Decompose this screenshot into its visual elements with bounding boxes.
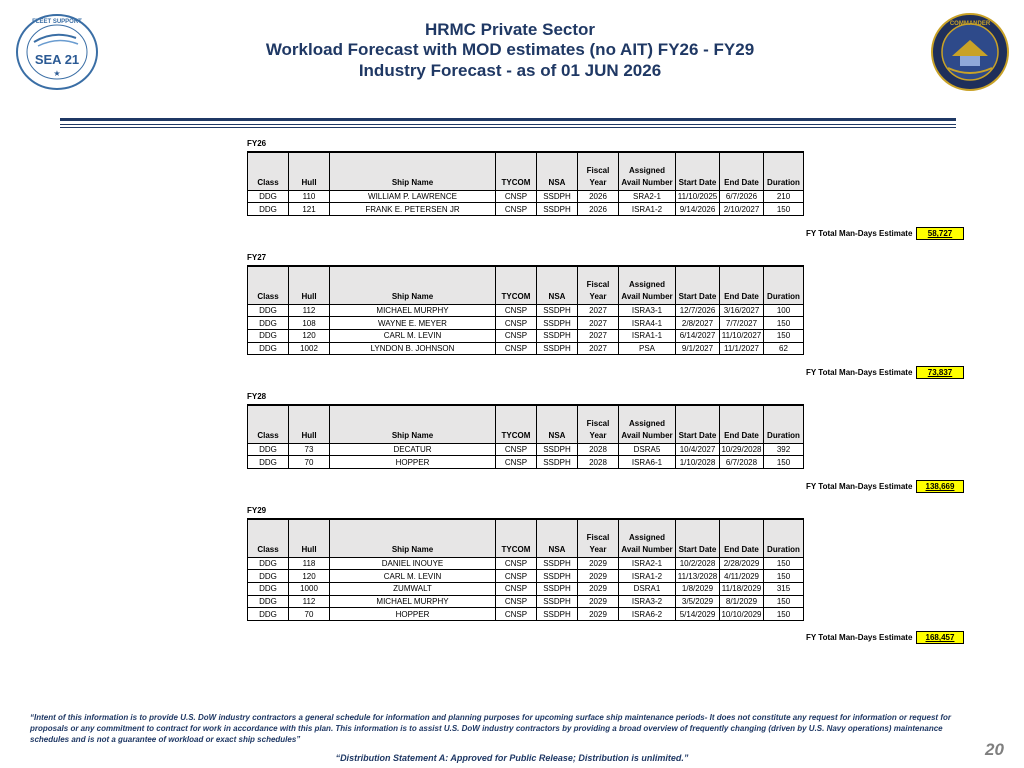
cell-fiscal-year: 2029 — [578, 582, 619, 595]
cell-class: DDG — [248, 595, 289, 608]
cell-avail-number: ISRA2-1 — [619, 557, 676, 570]
column-header-start-date: Start Date — [676, 152, 720, 190]
header-rule-thin — [60, 124, 956, 125]
cell-avail-number: ISRA6-2 — [619, 608, 676, 621]
forecast-table — [247, 404, 804, 469]
table-row — [248, 190, 804, 203]
cell-tycom: CNSP — [496, 570, 537, 583]
column-header-fiscal-year: Fiscal Year — [578, 266, 619, 304]
table-row — [248, 456, 804, 469]
cell-ship-name: HOPPER — [330, 608, 496, 621]
cell-nsa: SSDPH — [537, 557, 578, 570]
column-header-end-date: End Date — [720, 152, 764, 190]
cell-ship-name: ZUMWALT — [330, 582, 496, 595]
table-header-row — [248, 405, 804, 443]
fy-label: FY28 — [247, 392, 267, 401]
cell-end-date: 10/10/2029 — [721, 609, 762, 619]
cell-end-date: 2/10/2027 — [720, 203, 764, 216]
cell-duration: 62 — [764, 342, 804, 355]
table-header-row — [248, 266, 804, 304]
cell-nsa: SSDPH — [537, 203, 578, 216]
cell-class: DDG — [248, 443, 289, 456]
table-header-row — [248, 152, 804, 190]
column-header-fiscal-year: Fiscal Year — [578, 152, 619, 190]
cell-class: DDG — [248, 329, 289, 342]
column-header-ship-name: Ship Name — [330, 519, 496, 557]
column-header-class: Class — [248, 152, 289, 190]
fy-total-label: FY Total Man-Days Estimate — [806, 482, 913, 491]
cell-tycom: CNSP — [496, 443, 537, 456]
cell-hull: 1000 — [289, 582, 330, 595]
column-header-ship-name: Ship Name — [330, 266, 496, 304]
column-header-tycom: TYCOM — [496, 519, 537, 557]
column-header-start-date: Start Date — [676, 405, 720, 443]
distribution-statement: “Distribution Statement A: Approved for Public Release; Distribution is unlimited.” — [335, 753, 689, 763]
cell-start-date: 5/14/2029 — [676, 608, 720, 621]
column-header-nsa: NSA — [537, 152, 578, 190]
cell-hull: 112 — [289, 595, 330, 608]
column-header-end-date: End Date — [720, 266, 764, 304]
cell-start-date: 12/7/2026 — [676, 304, 720, 317]
cell-tycom: CNSP — [496, 456, 537, 469]
cell-end-date: 6/7/2028 — [720, 456, 764, 469]
cell-start-date: 10/4/2027 — [676, 443, 720, 456]
column-header-duration: Duration — [764, 152, 804, 190]
column-header-end-date: End Date — [720, 519, 764, 557]
table-row — [248, 304, 804, 317]
cell-fiscal-year: 2027 — [578, 317, 619, 330]
cell-fiscal-year: 2029 — [578, 570, 619, 583]
fy-label: FY26 — [247, 139, 267, 148]
column-header-ship-name: Ship Name — [330, 152, 496, 190]
cell-start-date: 11/10/2025 — [676, 190, 720, 203]
cell-avail-number: PSA — [619, 342, 676, 355]
cell-duration: 150 — [764, 557, 804, 570]
cell-class: DDG — [248, 608, 289, 621]
fy-label: FY29 — [247, 506, 267, 515]
forecast-table — [247, 518, 804, 621]
forecast-table — [247, 151, 804, 216]
cell-nsa: SSDPH — [537, 570, 578, 583]
table-row — [248, 317, 804, 330]
column-header-start-date: Start Date — [676, 266, 720, 304]
fleet-support-logo — [14, 12, 100, 92]
cell-ship-name: FRANK E. PETERSEN JR — [330, 203, 496, 216]
column-header-hull: Hull — [289, 405, 330, 443]
cell-fiscal-year: 2027 — [578, 329, 619, 342]
column-header-class: Class — [248, 405, 289, 443]
cell-hull: 120 — [289, 329, 330, 342]
cell-start-date: 3/5/2029 — [676, 595, 720, 608]
cell-start-date: 11/13/2028 — [676, 570, 720, 583]
cell-start-date: 2/8/2027 — [676, 317, 720, 330]
cell-ship-name: DECATUR — [330, 443, 496, 456]
column-header-nsa: NSA — [537, 405, 578, 443]
cell-start-date: 10/2/2028 — [676, 557, 720, 570]
cell-avail-number: ISRA6-1 — [619, 456, 676, 469]
cell-end-date: 11/18/2029 — [720, 582, 764, 595]
table-row — [248, 329, 804, 342]
column-header-fiscal-year: Fiscal Year — [578, 405, 619, 443]
cell-tycom: CNSP — [496, 317, 537, 330]
cell-class: DDG — [248, 317, 289, 330]
table-row — [248, 582, 804, 595]
column-header-class: Class — [248, 266, 289, 304]
cell-duration: 100 — [764, 304, 804, 317]
cell-nsa: SSDPH — [537, 443, 578, 456]
cell-duration: 150 — [764, 456, 804, 469]
fy-total-label: FY Total Man-Days Estimate — [806, 229, 913, 238]
column-header-nsa: NSA — [537, 266, 578, 304]
fy-total-value: 168,457 — [916, 631, 964, 644]
table-row — [248, 443, 804, 456]
column-header-avail-number: Assigned Avail Number — [619, 405, 676, 443]
cell-class: DDG — [248, 570, 289, 583]
cell-duration: 150 — [764, 329, 804, 342]
cell-fiscal-year: 2026 — [578, 203, 619, 216]
cell-nsa: SSDPH — [537, 582, 578, 595]
cell-start-date: 9/1/2027 — [676, 342, 720, 355]
cell-nsa: SSDPH — [537, 342, 578, 355]
fy-section — [247, 252, 804, 355]
cell-hull: 1002 — [289, 342, 330, 355]
cell-end-date: 4/11/2029 — [720, 570, 764, 583]
cell-start-date: 9/14/2026 — [676, 203, 720, 216]
cell-ship-name: WILLIAM P. LAWRENCE — [330, 190, 496, 203]
cell-ship-name: HOPPER — [330, 456, 496, 469]
cell-hull: 118 — [289, 557, 330, 570]
cell-end-date: 10/29/2028 — [721, 444, 762, 454]
cell-ship-name: DANIEL INOUYE — [330, 557, 496, 570]
cell-tycom: CNSP — [496, 190, 537, 203]
table-row — [248, 203, 804, 216]
cell-avail-number: DSRA5 — [619, 443, 676, 456]
cell-class: DDG — [248, 190, 289, 203]
cell-end-date: 11/10/2027 — [720, 329, 764, 342]
disclaimer-text: “Intent of this information is to provide U.S. DoW industry contractors a general schedule for information and planning purposes for upcoming surface ship maintenance periods- It does not constitute any request for information or request for proposals or any commitment to contract for work in accordance with this plan. This information is to assist U.S. DoW industry contractors by providing a broad overview of frequently changing (driven by U.S. Navy operations) maintenance schedules and is not a guarantee of workload or exact ship schedules” — [30, 713, 951, 744]
fy-section — [247, 505, 804, 621]
cell-tycom: CNSP — [496, 203, 537, 216]
cell-nsa: SSDPH — [537, 595, 578, 608]
cell-ship-name: MICHAEL MURPHY — [330, 595, 496, 608]
table-row — [248, 557, 804, 570]
column-header-tycom: TYCOM — [496, 152, 537, 190]
table-row — [248, 608, 804, 621]
logo-right-text: COMMANDER — [949, 21, 991, 27]
cell-class: DDG — [248, 456, 289, 469]
cell-hull: 121 — [289, 203, 330, 216]
column-header-tycom: TYCOM — [496, 405, 537, 443]
cell-ship-name: MICHAEL MURPHY — [330, 304, 496, 317]
cell-end-date: 3/16/2027 — [720, 304, 764, 317]
fy-total — [806, 631, 964, 644]
fy-section — [247, 138, 804, 216]
cell-class: DDG — [248, 304, 289, 317]
cell-tycom: CNSP — [496, 595, 537, 608]
cell-end-date: 7/7/2027 — [720, 317, 764, 330]
cell-fiscal-year: 2029 — [578, 595, 619, 608]
column-header-hull: Hull — [289, 152, 330, 190]
column-header-nsa: NSA — [537, 519, 578, 557]
cell-duration: 150 — [764, 608, 804, 621]
fy-total-value: 58,727 — [916, 227, 964, 240]
cell-fiscal-year: 2028 — [578, 456, 619, 469]
cell-avail-number: DSRA1 — [619, 582, 676, 595]
column-header-hull: Hull — [289, 266, 330, 304]
column-header-avail-number: Assigned Avail Number — [619, 266, 676, 304]
fy-total-value: 73,837 — [916, 366, 964, 379]
cell-fiscal-year: 2027 — [578, 304, 619, 317]
cell-avail-number: SRA2-1 — [619, 190, 676, 203]
cell-fiscal-year: 2029 — [578, 557, 619, 570]
page-title-line3: Industry Forecast - as of 01 JUN 2026 — [358, 61, 662, 80]
logo-left-top-text: FLEET SUPPORT — [32, 19, 82, 25]
column-header-duration: Duration — [764, 405, 804, 443]
fy-section — [247, 391, 804, 469]
cell-nsa: SSDPH — [537, 456, 578, 469]
table-row — [248, 595, 804, 608]
column-header-hull: Hull — [289, 519, 330, 557]
cell-end-date: 8/1/2029 — [720, 595, 764, 608]
column-header-duration: Duration — [764, 266, 804, 304]
header-rule-thick — [60, 118, 956, 121]
cell-fiscal-year: 2028 — [578, 443, 619, 456]
cell-fiscal-year: 2029 — [578, 608, 619, 621]
cell-hull: 70 — [289, 608, 330, 621]
page-title-line1: HRMC Private Sector — [424, 20, 596, 39]
column-header-fiscal-year: Fiscal Year — [578, 519, 619, 557]
page-title-line2: Workload Forecast with MOD estimates (no AIT) FY26 - FY29 — [265, 40, 755, 59]
column-header-start-date: Start Date — [676, 519, 720, 557]
table-row — [248, 342, 804, 355]
column-header-avail-number: Assigned Avail Number — [619, 152, 676, 190]
cell-class: DDG — [248, 557, 289, 570]
cell-nsa: SSDPH — [537, 608, 578, 621]
cell-avail-number: ISRA1-2 — [619, 203, 676, 216]
cell-class: DDG — [248, 203, 289, 216]
cell-duration: 150 — [764, 203, 804, 216]
cell-avail-number: ISRA4-1 — [619, 317, 676, 330]
table-row — [248, 570, 804, 583]
cell-fiscal-year: 2026 — [578, 190, 619, 203]
cell-duration: 150 — [764, 317, 804, 330]
cell-duration: 392 — [764, 443, 804, 456]
cell-avail-number: ISRA3-2 — [619, 595, 676, 608]
fy-total-value: 138,669 — [916, 480, 964, 493]
fy-total-label: FY Total Man-Days Estimate — [806, 633, 913, 642]
logo-left-center-text: SEA 21 — [34, 52, 80, 67]
cell-nsa: SSDPH — [537, 329, 578, 342]
cell-end-date: 2/28/2029 — [720, 557, 764, 570]
column-header-tycom: TYCOM — [496, 266, 537, 304]
cell-ship-name: CARL M. LEVIN — [330, 570, 496, 583]
fy-label: FY27 — [247, 253, 267, 262]
column-header-class: Class — [248, 519, 289, 557]
cell-nsa: SSDPH — [537, 190, 578, 203]
cell-tycom: CNSP — [496, 608, 537, 621]
cell-tycom: CNSP — [496, 342, 537, 355]
column-header-ship-name: Ship Name — [330, 405, 496, 443]
column-header-duration: Duration — [764, 519, 804, 557]
cell-avail-number: ISRA1-1 — [619, 329, 676, 342]
table-header-row — [248, 519, 804, 557]
cell-class: DDG — [248, 342, 289, 355]
cell-ship-name: LYNDON B. JOHNSON — [330, 342, 496, 355]
cell-tycom: CNSP — [496, 582, 537, 595]
column-header-avail-number: Assigned Avail Number — [619, 519, 676, 557]
commander-seal-logo — [930, 12, 1010, 92]
cell-nsa: SSDPH — [537, 317, 578, 330]
cell-tycom: CNSP — [496, 329, 537, 342]
cell-ship-name: CARL M. LEVIN — [330, 329, 496, 342]
cell-duration: 150 — [764, 595, 804, 608]
cell-hull: 120 — [289, 570, 330, 583]
cell-avail-number: ISRA1-2 — [619, 570, 676, 583]
cell-end-date: 11/1/2027 — [720, 342, 764, 355]
page-number: 20 — [985, 740, 1004, 759]
cell-duration: 315 — [764, 582, 804, 595]
cell-start-date: 6/14/2027 — [676, 329, 720, 342]
cell-start-date: 1/8/2029 — [676, 582, 720, 595]
cell-hull: 112 — [289, 304, 330, 317]
cell-start-date: 1/10/2028 — [676, 456, 720, 469]
fy-total — [806, 227, 964, 240]
cell-tycom: CNSP — [496, 557, 537, 570]
fy-total — [806, 480, 964, 493]
header-rule-thin-2 — [60, 127, 956, 128]
cell-hull: 110 — [289, 190, 330, 203]
cell-hull: 73 — [289, 443, 330, 456]
cell-duration: 210 — [764, 190, 804, 203]
cell-hull: 108 — [289, 317, 330, 330]
cell-ship-name: WAYNE E. MEYER — [330, 317, 496, 330]
forecast-table — [247, 265, 804, 355]
cell-tycom: CNSP — [496, 304, 537, 317]
column-header-end-date: End Date — [720, 405, 764, 443]
cell-avail-number: ISRA3-1 — [619, 304, 676, 317]
cell-duration: 150 — [764, 570, 804, 583]
fy-total — [806, 366, 964, 379]
cell-end-date: 6/7/2026 — [720, 190, 764, 203]
cell-fiscal-year: 2027 — [578, 342, 619, 355]
cell-class: DDG — [248, 582, 289, 595]
fy-total-label: FY Total Man-Days Estimate — [806, 368, 913, 377]
cell-hull: 70 — [289, 456, 330, 469]
svg-text:★: ★ — [53, 69, 61, 78]
cell-nsa: SSDPH — [537, 304, 578, 317]
